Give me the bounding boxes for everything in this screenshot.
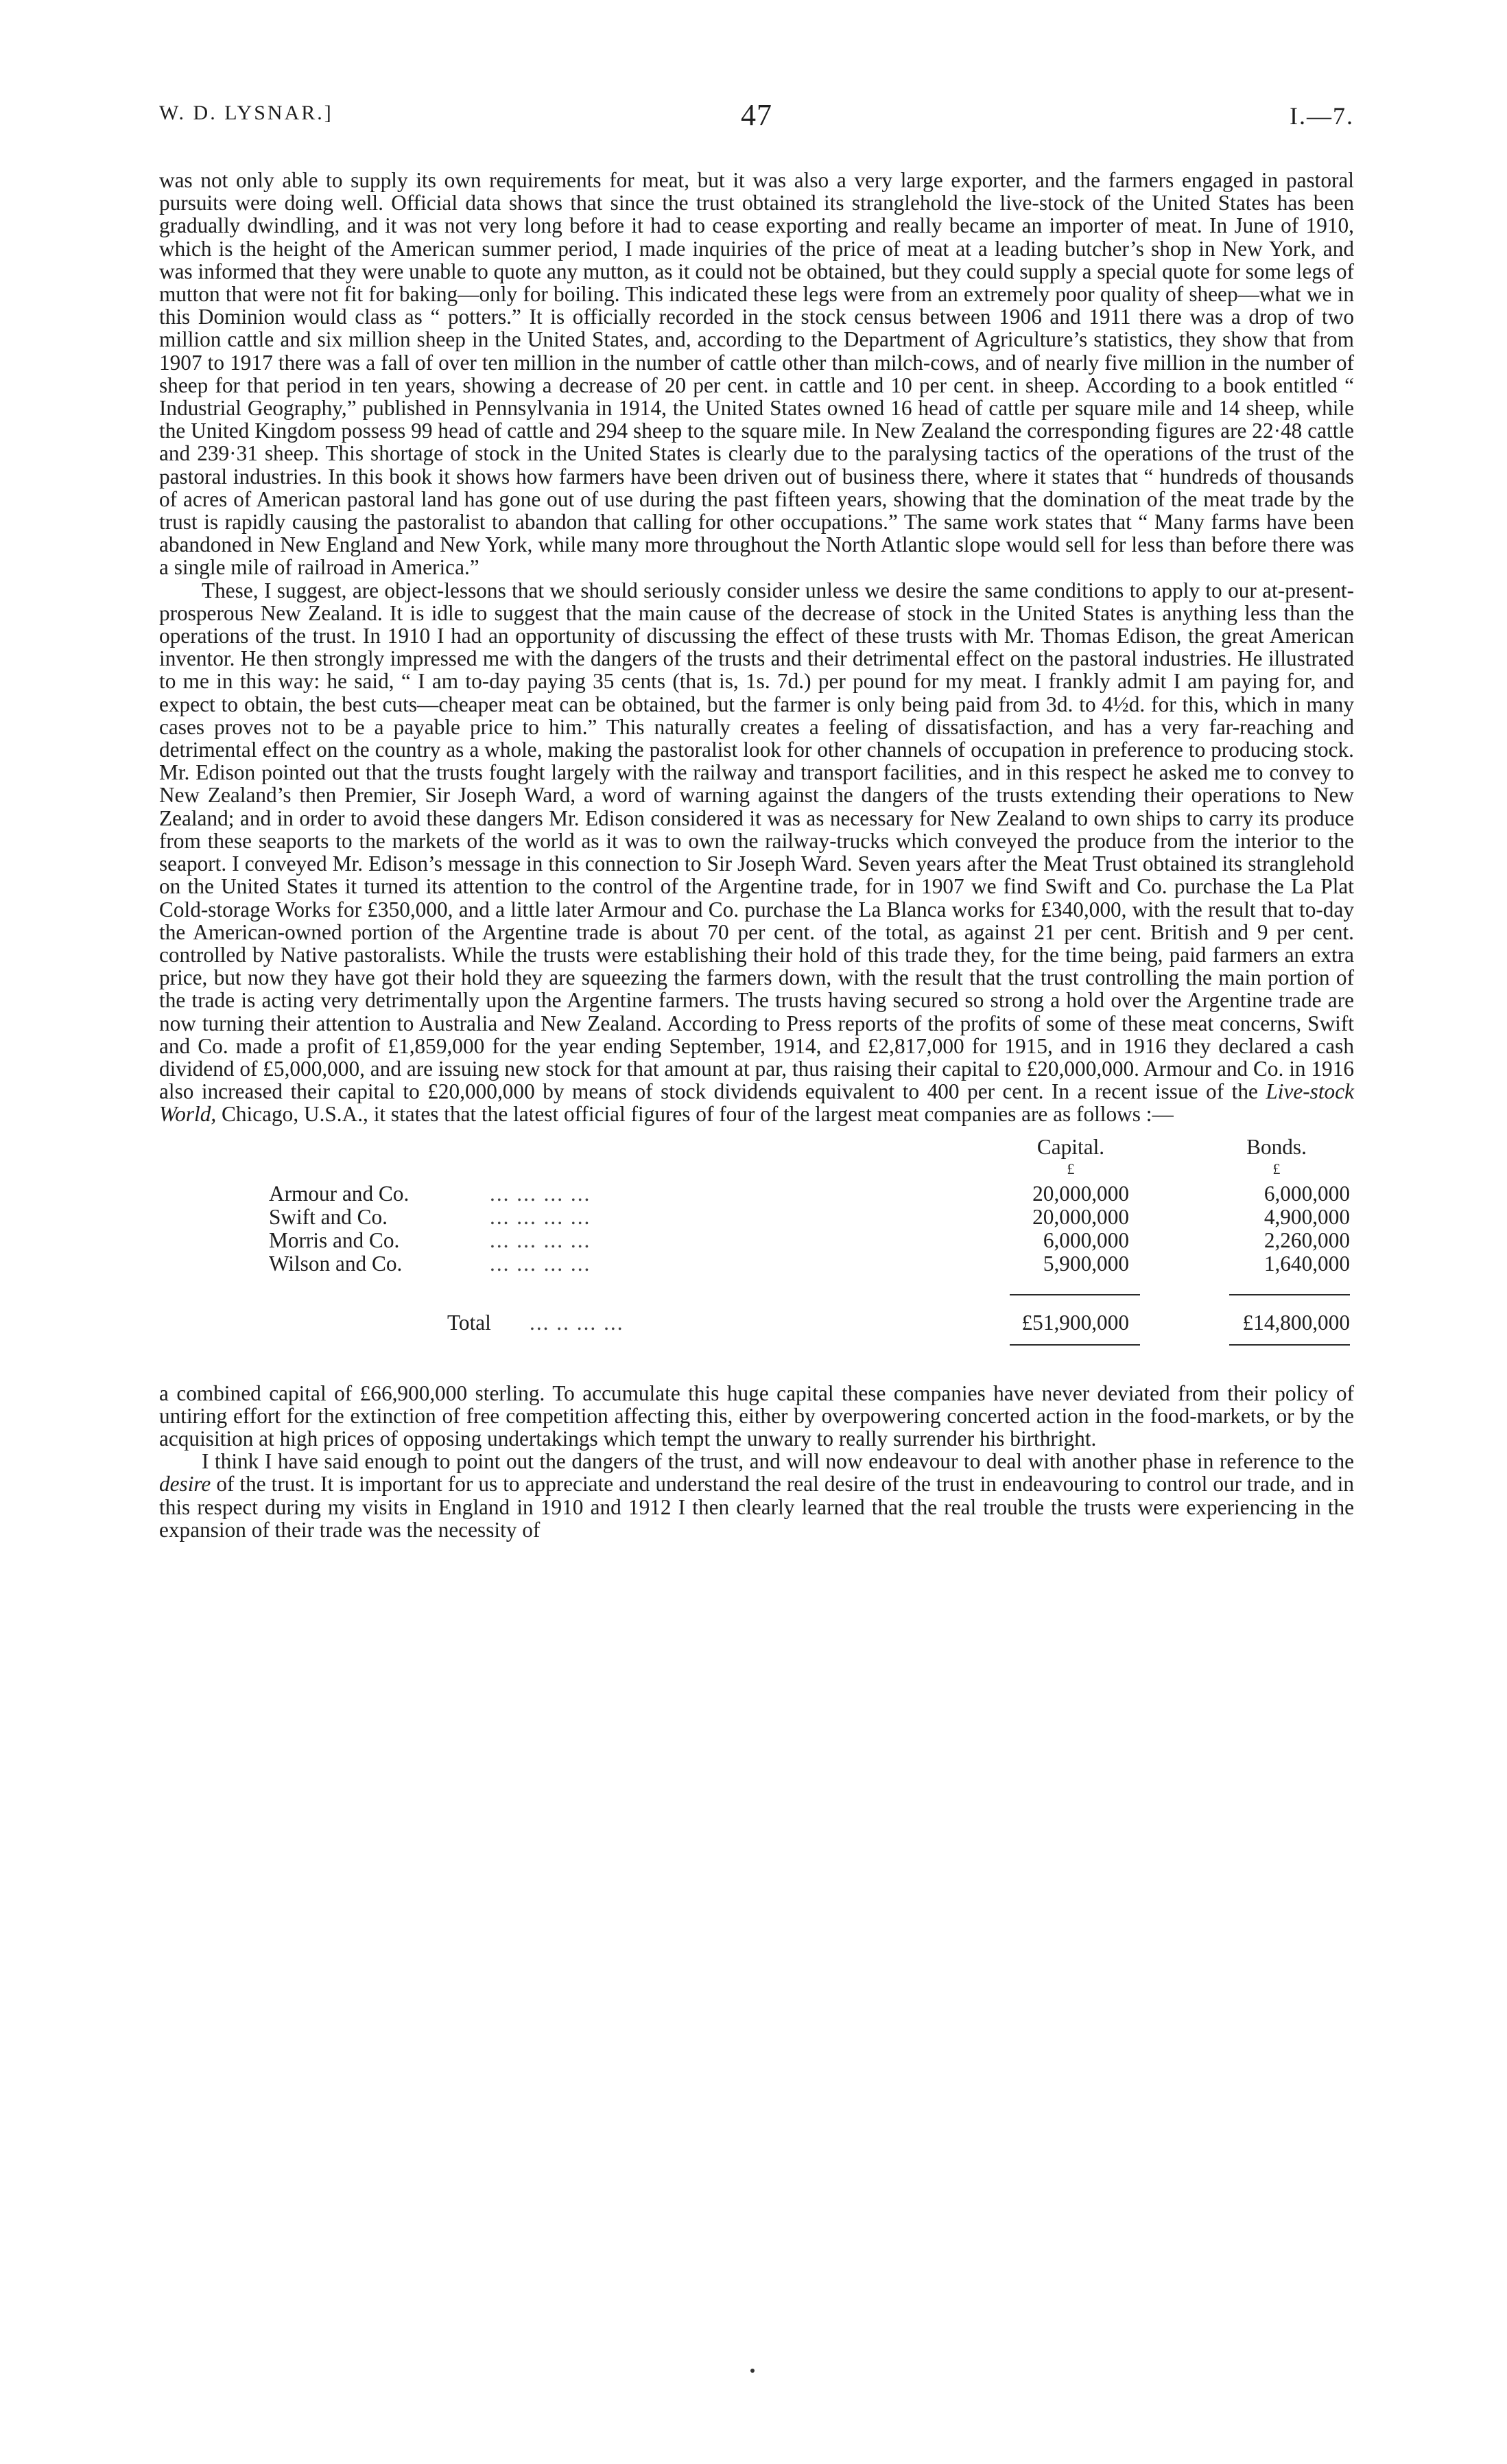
column-header-capital: Capital. <box>1036 1134 1105 1159</box>
company-name: Wilson and Co. <box>269 1251 403 1276</box>
bonds-value: 2,260,000 <box>1263 1228 1350 1252</box>
total-label: Total <box>447 1310 491 1335</box>
paragraph-text: I think I have said enough to point out the dangers of the trust, and will now endeavour to deal with another phase in reference to the <box>202 1449 1354 1474</box>
column-header-bonds: Bonds. <box>1246 1134 1307 1159</box>
paragraph <box>159 579 1354 1126</box>
italic-word: desire <box>159 1472 211 1497</box>
italic-title: Live-stock World, <box>159 1079 1354 1127</box>
paragraph <box>159 1450 1354 1541</box>
company-name: Armour and Co. <box>269 1181 410 1206</box>
companies-table <box>159 1126 1354 1382</box>
leader-dots: ... ... ... ... <box>490 1181 591 1206</box>
bonds-value: 4,900,000 <box>1263 1204 1350 1229</box>
table-row <box>159 1252 1354 1277</box>
section-reference: I.—7. <box>1290 102 1354 130</box>
document-body <box>159 169 1354 1541</box>
leader-dots: ... ... ... ... <box>490 1204 591 1229</box>
table-row <box>159 1229 1354 1254</box>
company-name: Swift and Co. <box>269 1204 388 1229</box>
bonds-value: 6,000,000 <box>1263 1181 1350 1206</box>
table-row <box>159 1206 1354 1230</box>
paragraph: was not only able to supply its own requirements for meat, but it was also a very large exporter, and the farmers engaged in pastoral pursuits were doing well. Official data shows that since the trust obtained its stranglehold the live-stock of the United States has been gradually dwindling, and it was not very long before it had to cease exporting and really became an importer of meat. In June of 1910, which is the height of the American summer period, I made inquiries of the price of meat at a leading butcher’s shop in New York, and was informed that they were unable to quote any mutton, as it could not be obtained, but they could supply a special quote for some legs of mutton that were not fit for baking—only for boiling. This indicated these legs were from an extremely poor quality of sheep—what we in this Dominion would class as “ potters.” It is officially recorded in the stock census between 1906 and 1911 there was a drop of two million cattle and six million sheep in the United States, and, according to the Department of Agriculture’s statistics, they show that from 1907 to 1917 there was a fall of over ten million in the number of cattle other than milch-cows, and of nearly five million in the number of sheep for that period in ten years, showing a decrease of 20 per cent. in cattle and 10 per cent. in sheep. According to a book entitled “ Industrial Geography,” published in Pennsylvania in 1914, the United States owned 16 head of cattle per square mile and 14 sheep, while the United Kingdom possess 99 head of cattle and 294 sheep to the square mile. In New Zealand the corresponding figures are 22·48 cattle and 239·31 sheep. This shortage of stock in the United States is clearly due to the paralysing tactics of the operations of the trust of the pastoral industries. In this book it shows how farmers have been driven out of business there, where it states that “ hundreds of thousands of acres of American pastoral land has gone out of use during the past fifteen years, showing that the domination of the meat trade by the trust is rapidly causing the pastoralist to abandon that calling for other occupations.” The same work states that “ Many farms have been abandoned in New England and New York, while many more throughout the North Atlantic slope would sell for less than before there was a single mile of railroad in America.” <box>159 168 1354 580</box>
leader-dots: ... ... ... ... <box>490 1251 591 1276</box>
table-total-row <box>159 1311 1354 1336</box>
capital-value: 20,000,000 <box>1032 1204 1129 1229</box>
sum-rule-capital <box>1010 1294 1140 1295</box>
paragraph-text: These, I suggest, are object-lessons that we should seriously consider unless we desire the same conditions to apply to our at-present-prosperous New Zealand. It is idle to suggest that the main cause of the decrease of stock in the United States is anything less than the operations of the trust. In 1910 I had an opportunity of discussing the effect of these trusts with Mr. Thomas Edison, the great American inventor. He then strongly impressed me with the dangers of the trusts and their detrimental effect on the pastoral industries. He illustrated to me in this way: he said, “ I am to-day paying 35 cents (that is, 1s. 7d.) per pound for my meat. I frankly admit I am paying for, and expect to obtain, the best cuts—cheaper meat can be obtained, but the farmer is only being paid from 3d. to 4½d. for this, which in many cases proves not to be a payable price to him.” This naturally creates a feeling of dissatisfaction, and has a very far-reaching and detrimental effect on the country as a whole, making the pastoralist look for other channels of occupation in preference to producing stock. Mr. Edison pointed out that the trusts fought largely with the railway and transport facilities, and in this respect he asked me to convey to New Zealand’s then Premier, Sir Joseph Ward, a word of warning against the dangers of the trusts extending their operations to New Zealand; and in order to avoid these dangers Mr. Edison considered it was as necessary for New Zealand to own ships to carry its produce from these seaports to the markets of the world as it was to own the railway-trucks which conveyed the produce from the interior to the seaport. I conveyed Mr. Edison’s message in this connection to Sir Joseph Ward. Seven years after the Meat Trust obtained its stranglehold on the United States it turned its attention to the control of the Argentine trade, for in 1907 we find Swift and Co. purchase the La Plat Cold-storage Works for £350,000, and a little later Armour and Co. purchase the La Blanca works for £340,000, with the result that to-day the American-owned portion of the Argentine trade is about 70 per cent. of the total, as against 21 per cent. British and 9 per cent. controlled by Native pastoralists. While the trusts were establishing their hold of this trade they, for the time being, paid farmers an extra price, but now they have got their hold they are squeezing the farmers down, with the result that the trust controlling the main portion of the trade is acting very detrimentally upon the Argentine farmers. The trusts having secured so strong a hold over the Argentine trade are now turning their attention to Australia and New Zealand. According to Press reports of the profits of some of these meat concerns, Swift and Co. made a profit of £1,859,000 for the year ending September, 1914, and £2,817,000 for 1915, and in 1916 they declared a cash dividend of £5,000,000, and are issuing new stock for that amount at par, thus raising their capital to £20,000,000. Armour and Co. in 1916 also increased their capital to £20,000,000 by means of stock dividends equivalent to 400 per cent. In a recent issue of the <box>159 578 1354 1104</box>
bonds-value: 1,640,000 <box>1263 1251 1350 1276</box>
leader-dots: ... .. ... ... <box>530 1310 624 1335</box>
total-bonds-value: £14,800,000 <box>1242 1310 1350 1335</box>
company-name: Morris and Co. <box>269 1228 400 1252</box>
column-unit-capital: £ <box>1067 1160 1075 1177</box>
capital-value: 6,000,000 <box>1043 1228 1129 1252</box>
sum-rule-bonds <box>1229 1294 1350 1295</box>
total-rule-capital <box>1010 1344 1140 1346</box>
table-row <box>159 1182 1354 1207</box>
total-rule-bonds <box>1229 1344 1350 1346</box>
paragraph-text: Chicago, U.S.A., it states that the latest official figures of four of the largest meat companies are as follows :— <box>216 1102 1174 1127</box>
page-header <box>159 98 1354 143</box>
capital-value: 5,900,000 <box>1043 1251 1129 1276</box>
page-footer-mark <box>750 2369 755 2373</box>
paragraph: a combined capital of £66,900,000 sterling. To accumulate this huge capital these companies have never deviated from their policy of untiring effort for the extinction of free competition affecting this, either by overpowering concerted action in the food-markets, or by the acquisition at high prices of opposing undertakings which tempt the unwary to really surrender his birthright. <box>159 1381 1354 1451</box>
column-unit-bonds: £ <box>1272 1160 1281 1177</box>
page-number: 47 <box>741 98 772 132</box>
author-running-head: W. D. LYSNAR.] <box>159 102 333 124</box>
total-capital-value: £51,900,000 <box>1021 1310 1129 1335</box>
leader-dots: ... ... ... ... <box>490 1228 591 1252</box>
capital-value: 20,000,000 <box>1032 1181 1129 1206</box>
paragraph-text: of the trust. It is important for us to appreciate and understand the real desire of the trust in endeavouring to control our trade, and in this respect during my visits in England in 1910 and 1912 I then clearly learned that the real trouble the trusts were experiencing in the expansion of their trade was the necessity of <box>159 1472 1354 1542</box>
